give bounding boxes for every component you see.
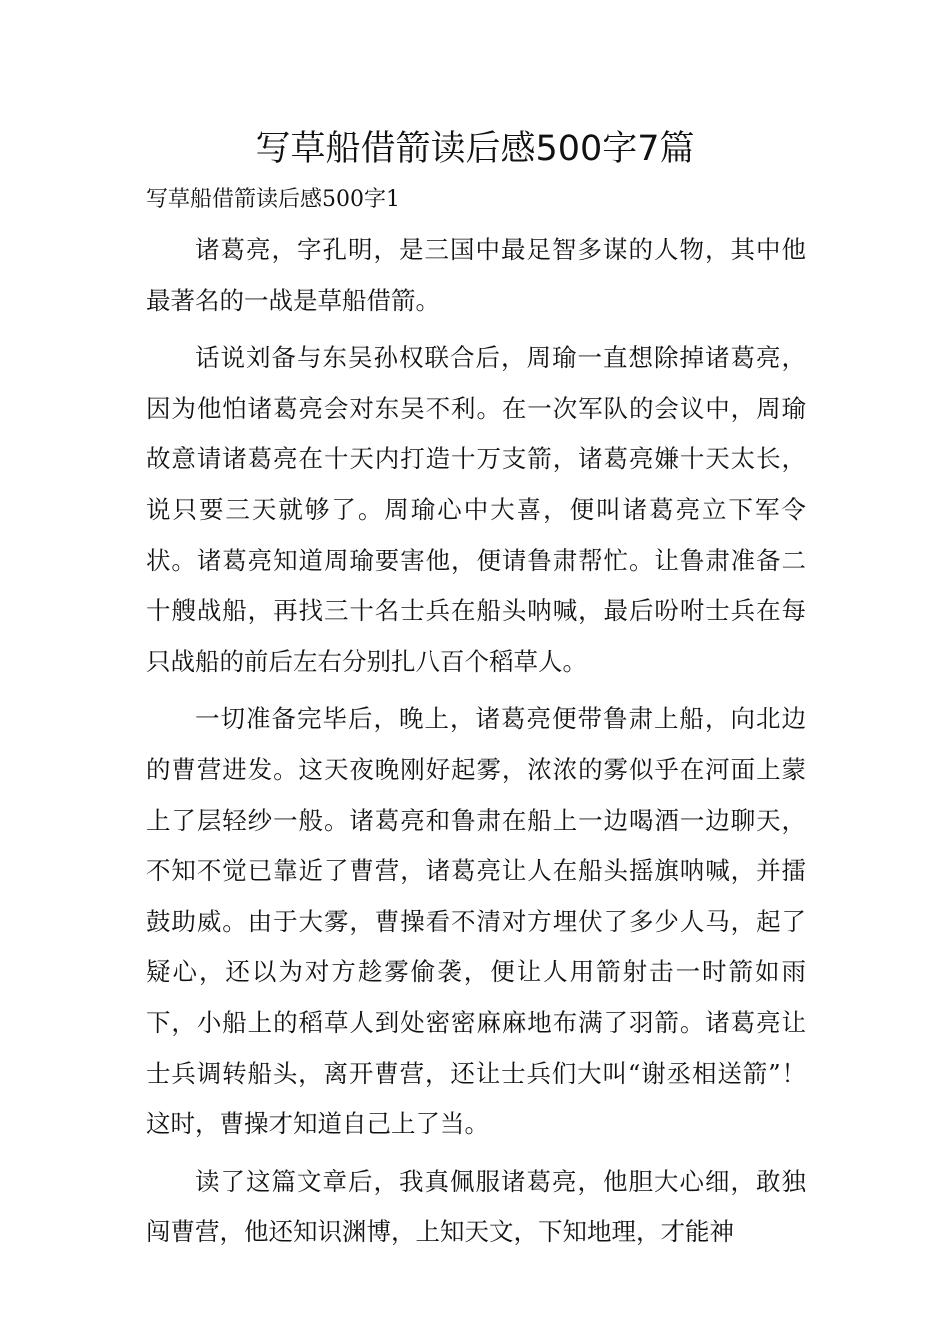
document-title: 写草船借箭读后感500字7篇 (255, 129, 695, 169)
section-heading: 写草船借箭读后感500字1 (146, 187, 400, 212)
paragraph-3: 一切准备完毕后，晚上，诸葛亮便带鲁肃上船，向北边的曹营进发。这天夜晚刚好起雾，浓浓的雾似乎在河面上蒙上了层轻纱一般。诸葛亮和鲁肃在船上一边喝酒一边聊天，不知不觉已靠近了曹营，诸葛亮让人在船头摇旗呐喊，并擂鼓助威。由于大雾，曹操看不清对方埋伏了多少人马，起了疑心，还以为对方趁雾偷袭，便让人用箭射击一时箭如雨下，小船上的稻草人到处密密麻麻地布满了羽箭。诸葛亮让士兵调转船头，离开曹营，还让士兵们大叫“谢丞相送箭”！这时，曹操才知道自己上了当。 (146, 704, 806, 1139)
document-body (146, 225, 806, 1265)
paragraph-2: 话说刘备与东吴孙权联合后，周瑜一直想除掉诸葛亮，因为他怕诸葛亮会对东吴不利。在一次军队的会议中，周瑜故意请诸葛亮在十天内打造十万支箭，诸葛亮嫌十天太长，说只要三天就够了。周瑜心中大喜，便叫诸葛亮立下军令状。诸葛亮知道周瑜要害他，便请鲁肃帮忙。让鲁肃准备二十艘战船，再找三十名士兵在船头呐喊，最后吩咐士兵在每只战船的前后左右分别扎八百个稻草人。 (146, 343, 806, 676)
paragraph-1: 诸葛亮，字孔明，是三国中最足智多谋的人物，其中他最著名的一战是草船借箭。 (146, 235, 806, 315)
paragraph-4: 读了这篇文章后，我真佩服诸葛亮，他胆大心细，敢独闯曹营，他还知识渊博，上知天文，下知地理，才能神 (146, 1166, 806, 1247)
